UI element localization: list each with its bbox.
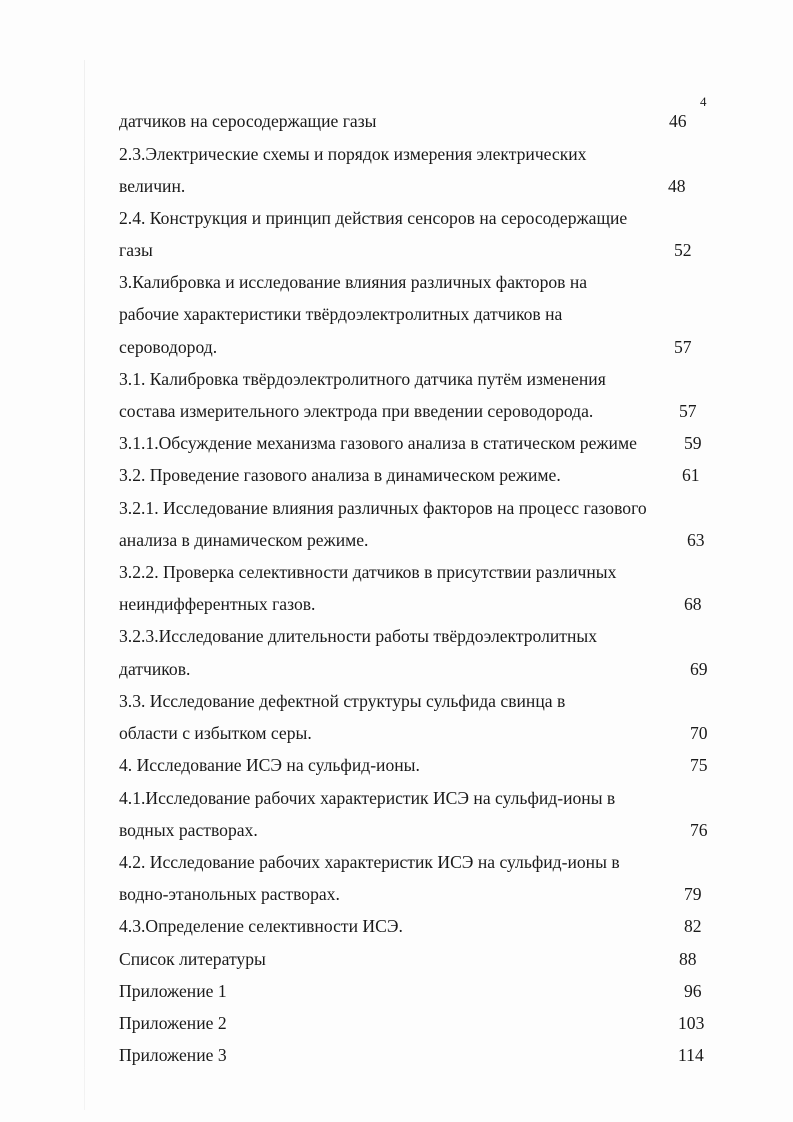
toc-page-number: 68: [684, 594, 702, 614]
toc-page-number: 69: [690, 659, 708, 679]
toc-page-number: 96: [684, 981, 702, 1001]
toc-line: рабочие характеристики твёрдоэлектролитных датчиков на: [119, 304, 563, 324]
toc-line: сероводород.: [119, 337, 218, 357]
toc-line: 2.4. Конструкция и принцип действия сенсоров на серосодержащие: [119, 208, 628, 228]
toc-line: 3.2.1. Исследование влияния различных факторов на процесс газового: [119, 498, 647, 518]
toc-page-number: 57: [674, 337, 692, 357]
toc-line: 2.3.Электрические схемы и порядок измерения электрических: [119, 144, 587, 164]
toc-line: Список литературы: [119, 949, 266, 969]
toc-line: состава измерительного электрода при введении сероводорода.: [119, 401, 594, 421]
toc-line: датчиков на серосодержащие газы: [119, 111, 377, 131]
toc-line: 3.1.1.Обсуждение механизма газового анализа в статическом режиме: [119, 433, 637, 453]
toc-page-number: 63: [687, 530, 705, 550]
toc-page-number: 114: [678, 1045, 704, 1065]
toc-page-number: 88: [679, 949, 697, 969]
toc-line: 4. Исследование ИСЭ на сульфид-ионы.: [119, 755, 420, 775]
toc-line: газы: [119, 240, 153, 260]
toc-line: 3.2.2. Проверка селективности датчиков в присутствии различных: [119, 562, 617, 582]
toc-line: 4.3.Определение селективности ИСЭ.: [119, 916, 403, 936]
toc-line: анализа в динамическом режиме.: [119, 530, 369, 550]
toc-page-number: 82: [684, 916, 702, 936]
toc-line: Приложение 2: [119, 1013, 227, 1033]
toc-line: области с избытком серы.: [119, 723, 312, 743]
toc-page-number: 79: [684, 884, 702, 904]
toc-page-number: 59: [684, 433, 702, 453]
toc-page-number: 48: [668, 176, 686, 196]
toc-line: 3.1. Калибровка твёрдоэлектролитного датчика путём изменения: [119, 369, 606, 389]
toc-line: 4.1.Исследование рабочих характеристик ИСЭ на сульфид-ионы в: [119, 788, 616, 808]
toc-line: 4.2. Исследование рабочих характеристик ИСЭ на сульфид-ионы в: [119, 852, 620, 872]
page-number: 4: [700, 94, 707, 109]
toc-line: водных растворах.: [119, 820, 258, 840]
toc-page-number: 70: [690, 723, 708, 743]
toc-line: 3.Калибровка и исследование влияния различных факторов на: [119, 272, 588, 292]
toc-line: водно-этанольных растворах.: [119, 884, 340, 904]
toc-page-number: 76: [690, 820, 708, 840]
toc-line: 3.2. Проведение газового анализа в динамическом режиме.: [119, 465, 561, 485]
toc-page-number: 75: [690, 755, 708, 775]
toc-line: величин.: [119, 176, 186, 196]
toc-page-number: 103: [678, 1013, 705, 1033]
toc-line: Приложение 3: [119, 1045, 227, 1065]
toc-page-number: 61: [682, 465, 700, 485]
toc-line: 3.3. Исследование дефектной структуры сульфида свинца в: [119, 691, 566, 711]
toc-page-number: 46: [669, 111, 687, 131]
toc-line: датчиков.: [119, 659, 191, 679]
toc-line: Приложение 1: [119, 981, 227, 1001]
toc-line: 3.2.3.Исследование длительности работы твёрдоэлектролитных: [119, 626, 598, 646]
toc-page-number: 57: [679, 401, 697, 421]
toc-page-number: 52: [674, 240, 692, 260]
toc-line: неиндифферентных газов.: [119, 594, 316, 614]
